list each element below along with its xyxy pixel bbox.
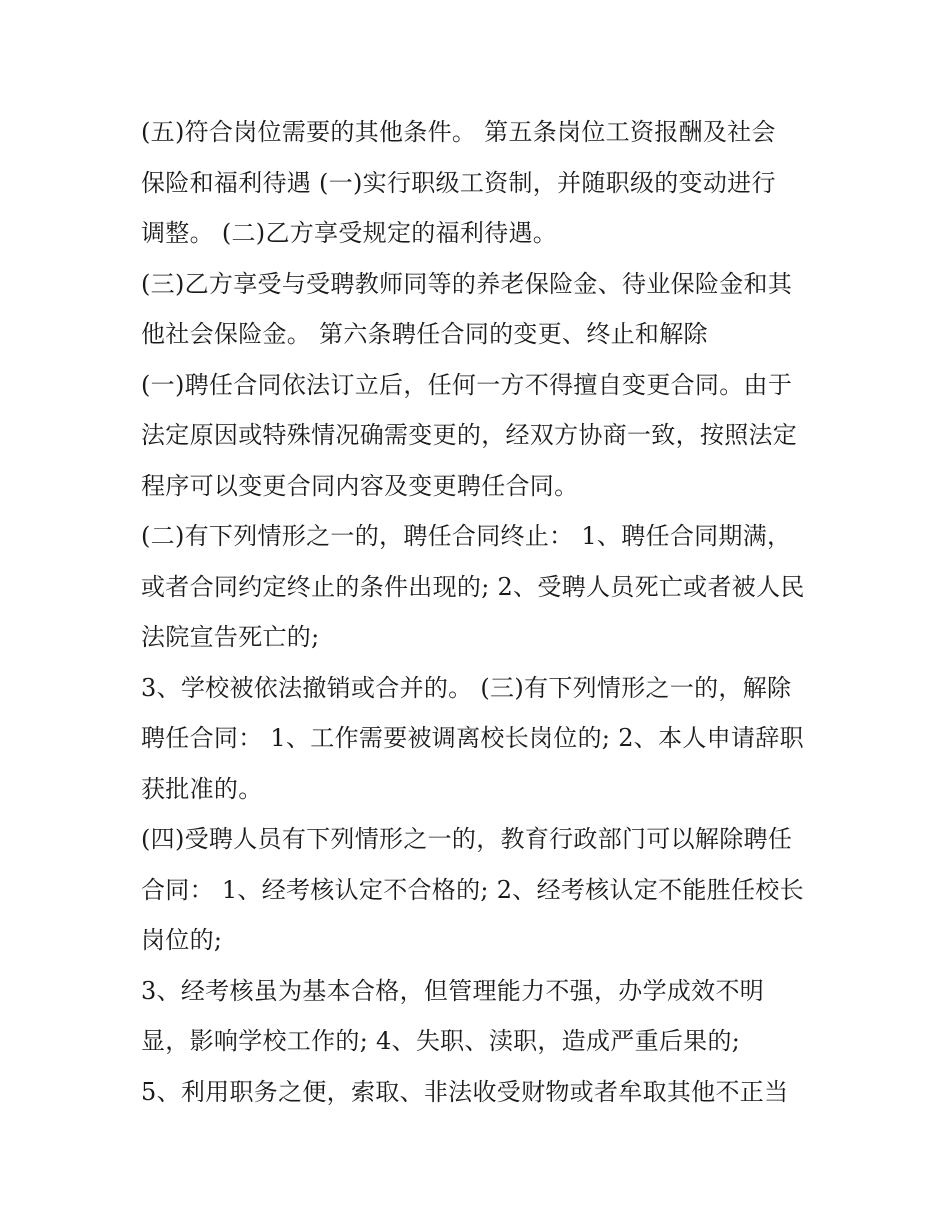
text-line: 合同： 1、经考核认定不合格的; 2、经考核认定不能胜任校长 [141,875,804,904]
text-line: 法院宣告死亡的; [141,623,320,651]
text-line: 法定原因或特殊情况确需变更的，经双方协商一致，按照法定 [141,421,798,449]
text-line: (五)符合岗位需要的其他条件。 第五条岗位工资报酬及社会 [141,118,776,146]
text-line: (四)受聘人员有下列情形之一的，教育行政部门可以解除聘任 [141,825,793,853]
text-line: 5、利用职务之便，索取、非法收受财物或者牟取其他不正当 [141,1077,789,1106]
text-line: 岗位的; [141,926,223,954]
text-line: 3、学校被依法撤销或合并的。 (三)有下列情形之一的，解除 [141,673,792,702]
text-line: 或者合同约定终止的条件出现的; 2、受聘人员死亡或者被人民 [141,572,805,601]
text-line: (三)乙方享受与受聘教师同等的养老保险金、待业保险金和其 [141,269,793,298]
text-line: 3、经考核虽为基本合格，但管理能力不强，办学成效不明 [141,976,765,1005]
text-line: 获批准的。 [141,774,263,803]
text-line: 保险和福利待遇 (一)实行职级工资制，并随职级的变动进行 [141,168,776,197]
text-line: 调整。 (二)乙方享受规定的福利待遇。 [141,219,558,247]
text-line: (一)聘任合同依法订立后，任何一方不得擅自变更合同。由于 [141,370,793,399]
text-line: (二)有下列情形之一的，聘任合同终止： 1、聘任合同期满， [141,522,792,550]
text-line: 聘任合同： 1、工作需要被调离校长岗位的; 2、本人申请辞职 [141,724,804,752]
text-line: 他社会保险金。 第六条聘任合同的变更、终止和解除 [141,320,708,348]
text-line: 程序可以变更合同内容及变更聘任合同。 [141,471,579,500]
document-body [141,107,821,1117]
text-line: 显，影响学校工作的; 4、失职、渎职，造成严重后果的; [141,1027,741,1055]
